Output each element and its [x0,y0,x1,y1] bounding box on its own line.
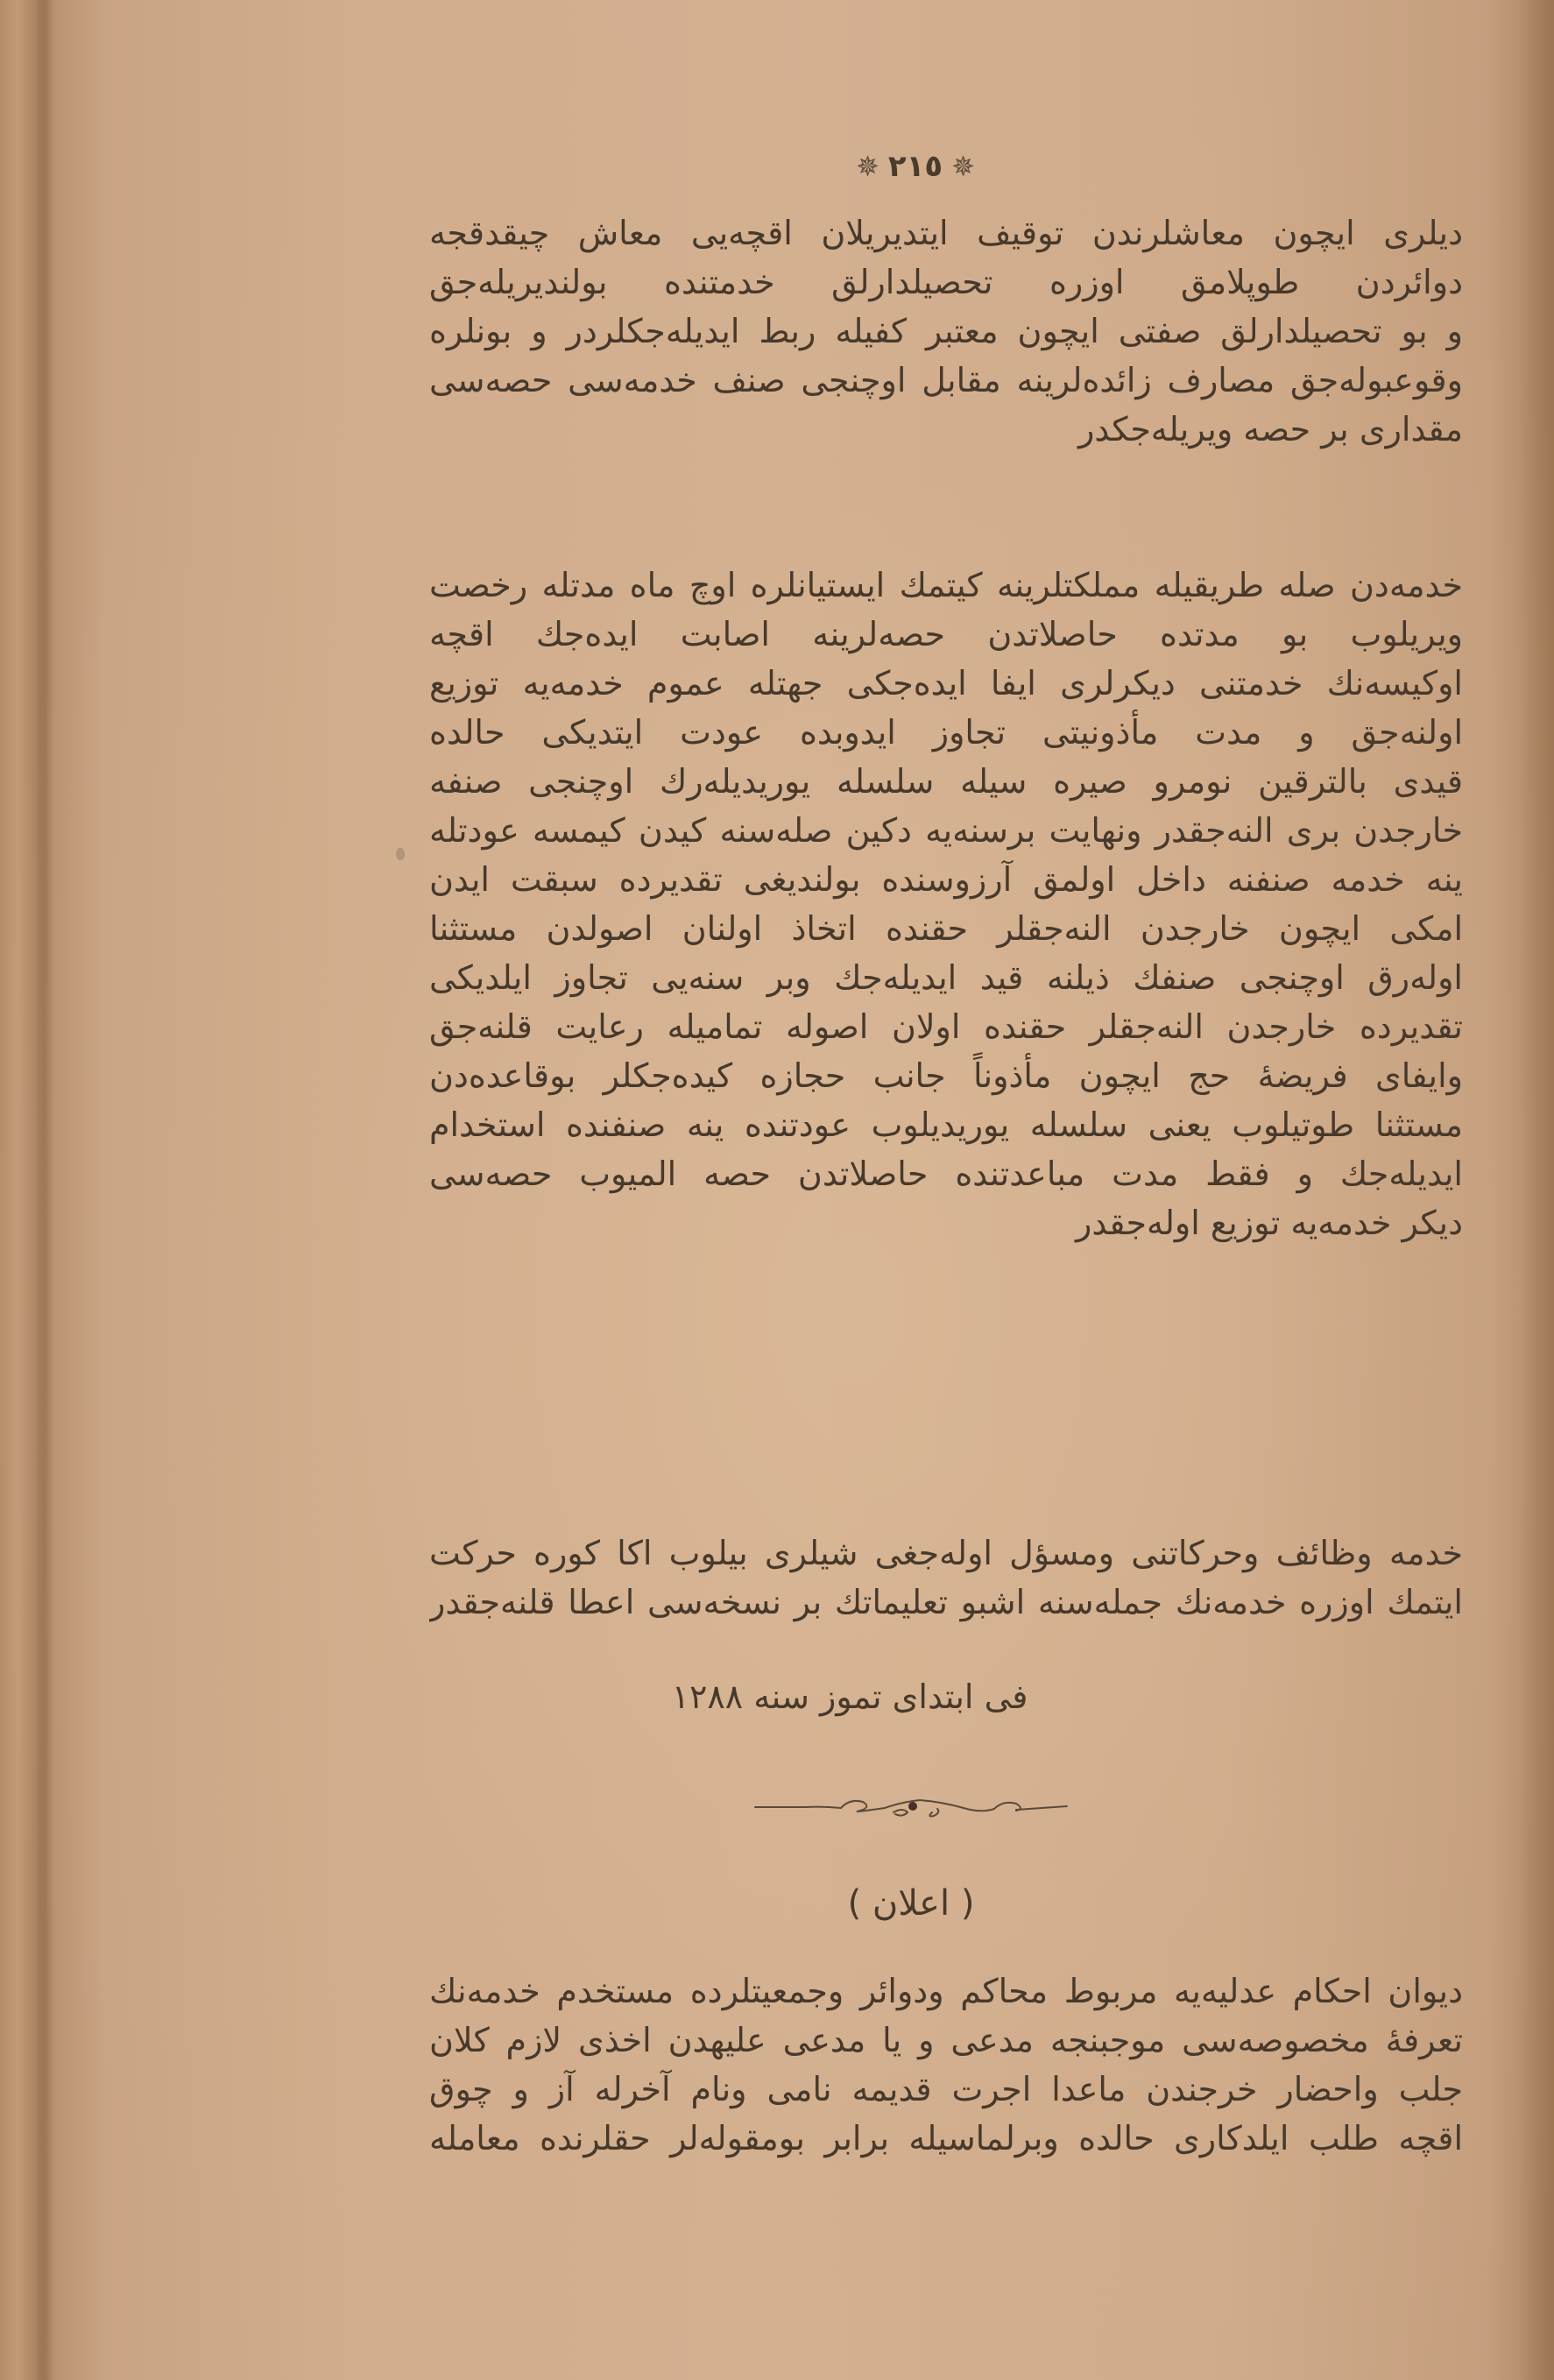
text-line: خدمه‌دن صله طریقیله مملکتلرینه کیتمك ایستیانلره اوچ ماه مدتله رخصت [429,566,1463,604]
binding-fold [35,0,54,2380]
text-line: ایدیله‌جك و فقط مدت مباعدتنده حاصلاتدن حصه المیوب حصه‌سی [429,1155,1463,1193]
text-line: اقچه طلب ایلدکاری حالده وبرلماسیله برابر بومقوله‌لر حقلرنده معامله‌ [429,2119,1463,2158]
star-ornament-icon: ✵ [856,150,879,183]
announcement-body [429,1967,1463,2163]
text-line: خارجدن بری النه‌جقدر ونهایت برسنه‌یه دکین صله‌سنه کیدن کیمسه عودتله [429,811,1463,850]
text-line: دیکر خدمه‌یه توزیع اوله‌جقدر [1075,1204,1463,1242]
star-ornament-icon: ✵ [951,150,975,183]
text-line: ینه خدمه صنفنه داخل اولمق آرزوسنده بولندیغی تقدیرده سبقت ایدن [429,860,1463,899]
text-line: و بو تحصیلدارلق صفتی ایچون معتبر کفیله ربط ایدیله‌جکلردر و بونلره [429,312,1463,350]
text-line: ویریلوب بو مدتده حاصلاتدن حصه‌لرینه اصابت ایده‌جك اقچه [429,615,1463,653]
text-line: ایتمك اوزره خدمه‌نك جمله‌سنه اشبو تعلیماتك بر نسخه‌سی اعطا قلنه‌جقدر [429,1583,1463,1621]
text-line: تقدیرده خارجدن النه‌جقلر حقنده اولان اصوله تماميله رعایت قلنه‌جق [429,1007,1463,1046]
page-edge [1519,0,1554,2380]
text-line: دیوان احکام عدلیه‌یه مربوط محاکم ودوائر وجمعیتلرده مستخدم خدمه‌نك [429,1972,1463,2010]
paragraph-1 [429,208,1463,454]
text-line: اولنه‌جق و مدت مأذونیتی تجاوز ایدوبده عودت ایتدیکی حالده [429,713,1463,752]
date-line: فی ابتدای تموز سنه ١٢٨٨ [671,1677,1028,1716]
ornamental-divider-icon [753,1791,1069,1818]
page-number: ٢١٥ [887,149,943,184]
text-line: امکی ایچون خارجدن النه‌جقلر حقنده اتخاذ اولنان اصولدن مستثنا [429,909,1463,948]
paper-speck [396,848,405,860]
text-line: تعرفهٔ مخصوصه‌سی موجبنجه مدعی و یا مدعی علیهدن اخذی لازم کلان [429,2021,1463,2059]
text-line: دوائردن طوپلامق اوزره تحصیلدارلق خدمتنده بولندیریله‌جق [429,263,1463,301]
text-line: مستثنا طوتیلوب یعنی سلسله یوریدیلوب عودتنده ینه صنفنده استخدام [429,1105,1463,1144]
text-line: وایفای فریضهٔ حج ایچون مأذوناً جانب حجازه کیده‌جکلر بوقاعده‌دن [429,1056,1463,1095]
page-number-header [815,145,1016,188]
text-line: اوکیسه‌نك خدمتنی دیکرلری ایفا ایده‌جکی جهتله عموم خدمه‌یه توزیع [429,664,1463,703]
paragraph-2 [429,561,1463,1247]
text-line: اوله‌رق اوچنجی صنفك ذیلنه قید ایدیله‌جك وبر سنه‌یی تجاوز ایلدیکی [429,958,1463,997]
text-line: خدمه وظائف وحرکاتنی ومسؤل اوله‌جغی شیلری بیلوب اکا کوره حرکت [429,1534,1463,1572]
text-line: مقداری بر حصه ویریله‌جکدر [1078,410,1463,448]
text-line: وقوعبوله‌جق مصارف زائده‌لرینه مقابل اوچنجی صنف خدمه‌سی حصه‌سی [429,361,1463,399]
announcement-title: ( اعلان ) [847,1883,975,1924]
text-line: قیدی بالترقین نومرو صیره سیله سلسله یوریدیله‌رك اوچنجی صنفه [429,762,1463,801]
paragraph-3 [429,1529,1463,1627]
text-line: جلب واحضار خرجندن ماعدا اجرت قدیمه نامی ونام آخرله آز و چوق [429,2070,1463,2108]
text-line: دیلری ایچون معاشلرندن توقیف ایتدیریلان اقچه‌یی معاش چیقدقجه [429,214,1463,252]
